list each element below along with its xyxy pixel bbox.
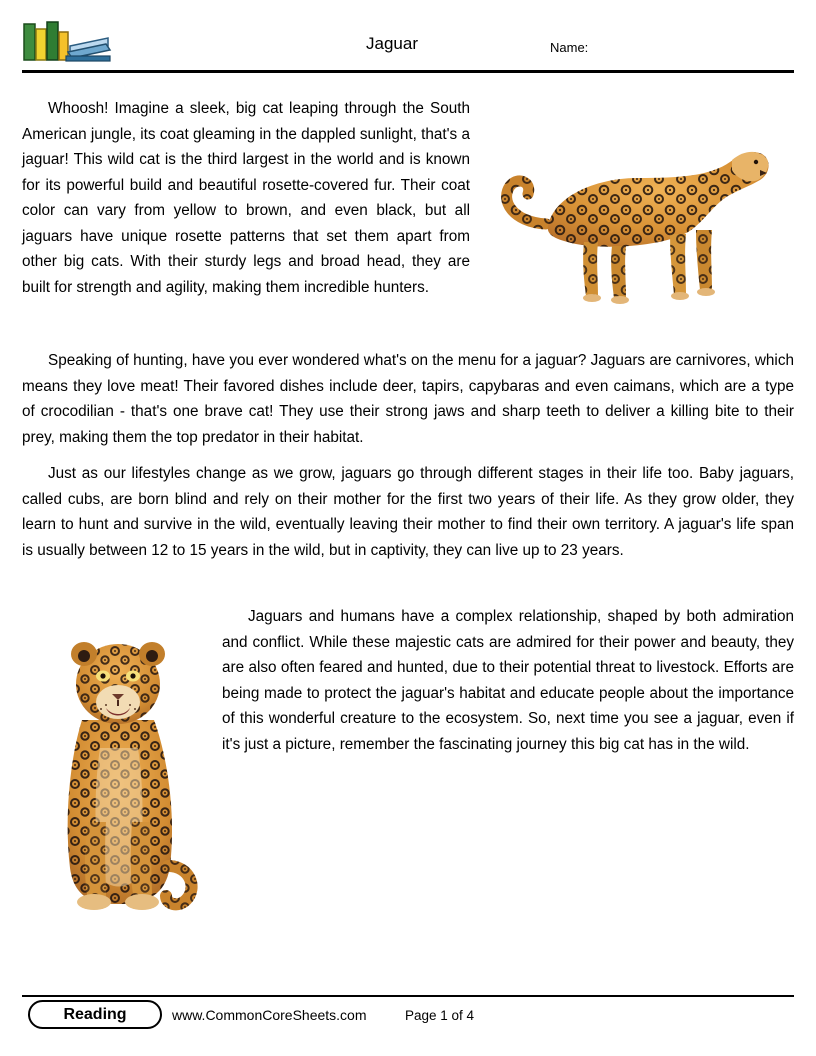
paragraph-2 — [22, 348, 794, 450]
paragraph-4 — [222, 604, 794, 757]
paragraph-1 — [22, 96, 470, 300]
page-title: Jaguar — [366, 34, 418, 53]
subject-badge — [28, 1000, 162, 1029]
jaguar-standing-photo — [488, 104, 788, 320]
page-header — [22, 18, 794, 70]
subject-badge-label: Reading — [63, 1006, 127, 1023]
page-indicator: Page 1 of 4 — [405, 1008, 475, 1023]
paragraph-4-text: Jaguars and humans have a complex relationship, shaped by both admiration and conflict. While these majestic cats are admired for their power and beauty, they are also often feared and hunted, due to their potential threat to livestock. Efforts are being made to protect the jaguar's habitat and educate people about the importance of this wonderful creature to the ecosystem. So, next time you see a jaguar, even if it's just a picture, remember the fascinating journey this big cat has in the wild. — [222, 608, 794, 753]
jaguar-sitting-photo — [30, 608, 208, 918]
paragraph-1-text: Whoosh! Imagine a sleek, big cat leaping through the South American jungle, its coat gleaming in the dappled sunlight, that's a jaguar! This wild cat is the third largest in the world and is known for its powerful build and beautiful rosette-covered fur. Their coat color can vary from yellow to brown, and even black, but all jaguars have unique rosette patterns that set them apart from other big cats. With their sturdy legs and broad head, they are built for strength and agility, making them incredible hunters. — [22, 100, 470, 296]
paragraph-3 — [22, 461, 794, 563]
name-field-label: Name: — [550, 40, 589, 55]
header-divider — [22, 70, 794, 73]
site-url: www.CommonCoreSheets.com — [172, 1007, 367, 1023]
stack-of-books-icon — [22, 20, 112, 68]
paragraph-2-text: Speaking of hunting, have you ever wondered what's on the menu for a jaguar? Jaguars are carnivores, which means they love meat! Their favored dishes include deer, tapirs, capybaras and even caimans, which are a type of crocodilian - that's one brave cat! They use their strong jaws and sharp teeth to deliver a killing bite to their prey, making them the top predator in their habitat. — [22, 352, 794, 446]
footer-divider — [22, 995, 794, 997]
paragraph-3-text: Just as our lifestyles change as we grow, jaguars go through different stages in their life too. Baby jaguars, called cubs, are born blind and rely on their mother for the first two years of their life. As they grow older, they learn to hunt and survive in the wild, eventually leaving their mother to find their own territory. A jaguar's life span is usually between 12 to 15 years in the wild, but in captivity, they can live up to 23 years. — [22, 465, 794, 559]
